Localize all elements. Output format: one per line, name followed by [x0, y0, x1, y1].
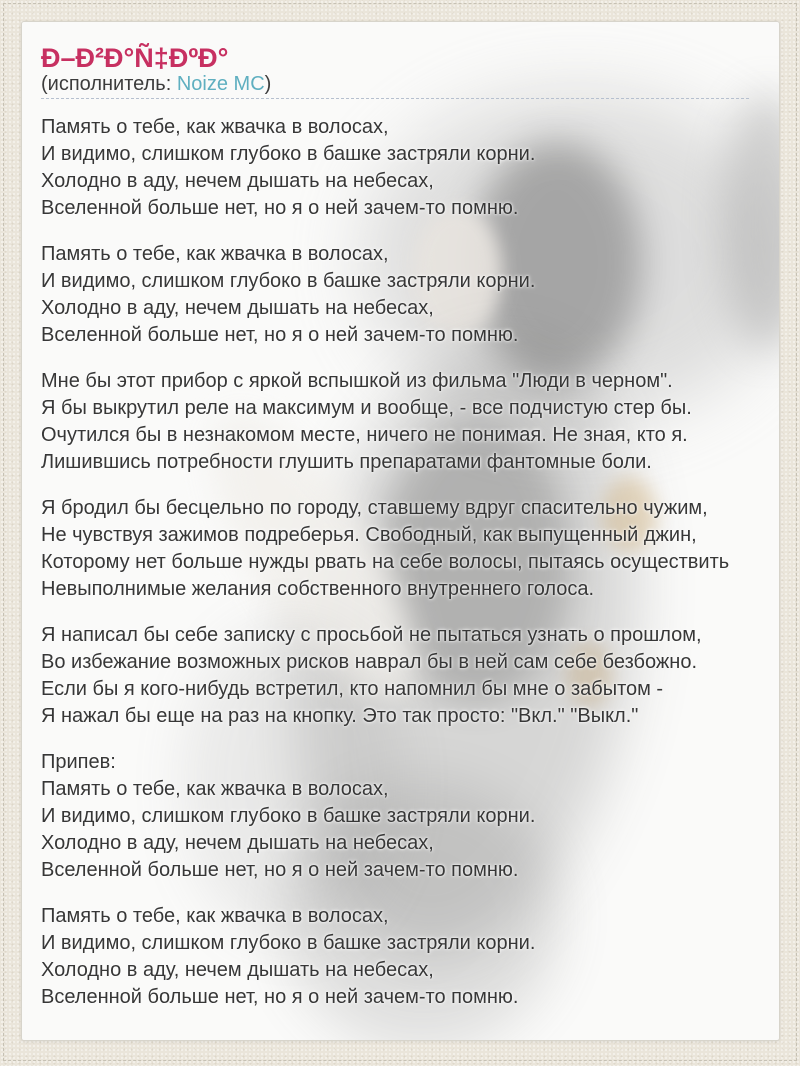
subtitle-prefix: (исполнитель:	[41, 73, 177, 95]
lyrics-line: Холодно в аду, нечем дышать на небесах,	[41, 297, 434, 319]
lyrics-line: Память о тебе, как жвачка в волосах,	[41, 905, 389, 927]
artist-link[interactable]: Noize MC	[176, 73, 265, 95]
lyrics-line: Память о тебе, как жвачка в волосах,	[41, 243, 389, 265]
lyrics-line: Холодно в аду, нечем дышать на небесах,	[41, 959, 434, 981]
song-page	[22, 22, 779, 1011]
lyrics-line: Если бы я кого-нибудь встретил, кто напомнил бы мне о забытом -	[41, 678, 664, 700]
lyrics-stanza	[41, 114, 749, 222]
lyrics-stanza	[41, 241, 749, 349]
lyrics-line: Я бродил бы бесцельно по городу, ставшему вдруг спасительно чужим,	[41, 497, 708, 519]
lyrics-line: Память о тебе, как жвачка в волосах,	[41, 778, 389, 800]
lyrics-stanza	[41, 622, 749, 730]
lyrics-stanza	[41, 903, 749, 1011]
lyrics-line: Вселенной больше нет, но я о ней зачем-то помню.	[41, 324, 519, 346]
lyrics-line: Вселенной больше нет, но я о ней зачем-то помню.	[41, 197, 519, 219]
lyrics-line: Память о тебе, как жвачка в волосах,	[41, 116, 389, 138]
lyrics-line: Я бы выкрутил реле на максимум и вообще, - все подчистую стер бы.	[41, 397, 692, 419]
lyrics-line: Невыполнимые желания собственного внутреннего голоса.	[41, 578, 595, 600]
page-title: Ð–Ð²Ð°Ñ‡ÐºÐ°	[41, 43, 229, 73]
lyrics-line: Припев:	[41, 751, 116, 773]
lyrics-line: Я написал бы себе записку с просьбой не пытаться узнать о прошлом,	[41, 624, 702, 646]
lyrics-line: И видимо, слишком глубоко в башке застряли корни.	[41, 143, 536, 165]
lyrics-stanza	[41, 368, 749, 476]
subtitle-suffix: )	[264, 73, 272, 95]
lyrics-line: Я нажал бы еще на раз на кнопку. Это так просто: "Вкл." "Выкл."	[41, 705, 639, 727]
lyrics-stanza	[41, 749, 749, 884]
lyrics-line: Лишившись потребности глушить препаратами фантомные боли.	[41, 451, 652, 473]
content-card	[21, 21, 780, 1041]
lyrics-line: Холодно в аду, нечем дышать на небесах,	[41, 170, 434, 192]
lyrics-line: Которому нет больше нужды рвать на себе волосы, пытаясь осуществить	[41, 551, 730, 573]
lyrics-line: Холодно в аду, нечем дышать на небесах,	[41, 832, 434, 854]
lyrics-stanza	[41, 495, 749, 603]
lyrics-line: Во избежание возможных рисков наврал бы в ней сам себе безбожно.	[41, 651, 697, 673]
lyrics-line: И видимо, слишком глубоко в башке застряли корни.	[41, 270, 536, 292]
lyrics-line: Не чувствуя зажимов подреберья. Свободный, как выпущенный джин,	[41, 524, 697, 546]
lyrics-line: Вселенной больше нет, но я о ней зачем-то помню.	[41, 859, 519, 881]
lyrics-line: Вселенной больше нет, но я о ней зачем-то помню.	[41, 986, 519, 1008]
lyrics-line: И видимо, слишком глубоко в башке застряли корни.	[41, 932, 536, 954]
lyrics-line: Очутился бы в незнакомом месте, ничего не понимая. Не зная, кто я.	[41, 424, 688, 446]
artist-subtitle	[41, 72, 749, 99]
lyrics	[41, 114, 749, 1011]
lyrics-line: Мне бы этот прибор с яркой вспышкой из фильма "Люди в черном".	[41, 370, 673, 392]
lyrics-line: И видимо, слишком глубоко в башке застряли корни.	[41, 805, 536, 827]
